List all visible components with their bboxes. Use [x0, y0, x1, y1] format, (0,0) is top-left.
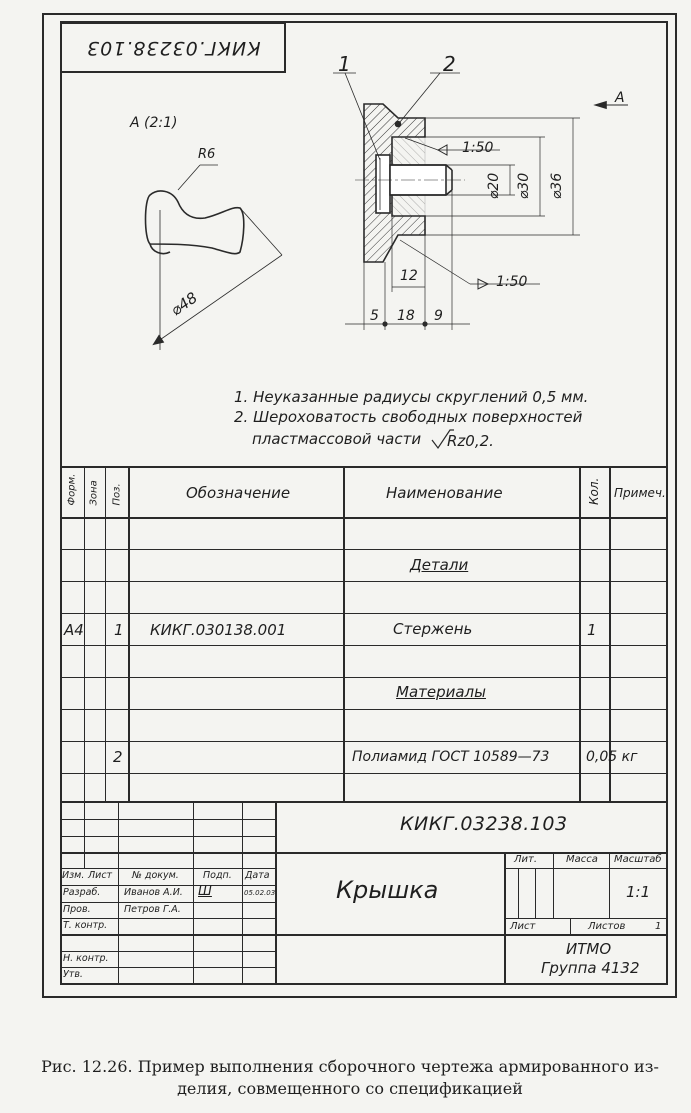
col-list: Лист	[88, 870, 113, 881]
section-view	[333, 73, 628, 330]
row1-format: А4	[64, 621, 84, 639]
section-details: Детали	[410, 556, 469, 574]
group-name: Группа 4132	[541, 959, 640, 977]
col-izm: Изм.	[62, 870, 85, 881]
doc-title: Крышка	[336, 876, 439, 904]
note-line-3: пластмассовой части	[252, 430, 422, 448]
header-name: Наименование	[386, 484, 503, 502]
callout-2: 2	[443, 52, 456, 76]
sheets-label: Листов	[588, 921, 626, 932]
row1-name: Стержень	[393, 620, 473, 638]
row1-pos: 1	[114, 621, 124, 639]
view-a-label: А (2:1)	[130, 115, 178, 131]
mass-label: Масса	[566, 854, 598, 865]
diameter-48-label: ⌀48	[167, 288, 201, 320]
section-materials: Материалы	[396, 683, 486, 701]
dim-9: 9	[434, 308, 443, 324]
dim-dia-30: ⌀30	[516, 172, 533, 200]
dim-12: 12	[400, 268, 418, 284]
note-line-2: 2. Шероховатость свободных поверхностей	[234, 408, 583, 426]
rotated-code: КИКГ.03238.103	[85, 36, 261, 59]
header-zone: Зона	[88, 480, 100, 506]
note-line-1: 1. Неуказанные радиусы скруглений 0,5 мм.	[234, 388, 589, 406]
view-arrow-label: А	[615, 90, 625, 106]
caption-line-1: Рис. 12.26. Пример выполнения сборочного чертежа армированного из-	[41, 1057, 659, 1076]
header-format: Форм.	[66, 473, 78, 506]
header-note: Примеч.	[614, 486, 666, 500]
callout-1: 1	[338, 52, 351, 76]
dim-18: 18	[397, 308, 415, 324]
taper-bottom-label: 1:50	[496, 274, 528, 290]
row1-qty: 1	[587, 621, 597, 639]
row1-designation: КИКГ.030138.001	[150, 621, 287, 639]
col-date: Дата	[245, 870, 270, 881]
taper-top-label: 1:50	[462, 140, 494, 156]
dim-dia-20: ⌀20	[486, 172, 503, 200]
sheet-label: Лист	[510, 921, 536, 932]
role-check: Пров.	[63, 904, 91, 915]
org-name: ИТМО	[566, 940, 612, 958]
header-designation: Обозначение	[186, 484, 291, 502]
header-pos: Поз.	[111, 483, 123, 506]
header-qty: Кол.	[587, 477, 601, 505]
dim-5: 5	[370, 308, 379, 324]
role-approve: Утв.	[63, 969, 83, 980]
dev-date: 05.02.03	[244, 889, 276, 897]
detail-view-a	[146, 165, 283, 350]
row2-qty: 0,05 кг	[586, 749, 638, 765]
role-ncontrol: Н. контр.	[63, 953, 109, 964]
dim-dia-36: ⌀36	[549, 172, 566, 200]
row2-name: Полиамид ГОСТ 10589—73	[352, 749, 550, 765]
radius-label: R6	[198, 147, 216, 162]
figure-caption	[20, 1056, 680, 1100]
roughness-value: Rz0,2.	[447, 432, 494, 450]
doc-code: КИКГ.03238.103	[400, 813, 568, 835]
lit-label: Лит.	[514, 854, 538, 865]
sheets-value: 1	[655, 921, 662, 932]
check-name: Петров Г.А.	[124, 904, 181, 915]
role-tcontrol: Т. контр.	[63, 920, 108, 931]
col-doc: № докум.	[132, 870, 179, 881]
role-dev: Разраб.	[63, 887, 101, 898]
row2-pos: 2	[113, 748, 123, 766]
col-sign: Подп.	[203, 870, 232, 881]
caption-line-2: делия, совмещенного со спецификацией	[177, 1079, 523, 1098]
scale-value: 1:1	[626, 883, 651, 901]
dev-signature: Ш	[198, 884, 212, 899]
dev-name: Иванов А.И.	[124, 887, 183, 898]
scale-label: Масштаб	[614, 854, 662, 865]
